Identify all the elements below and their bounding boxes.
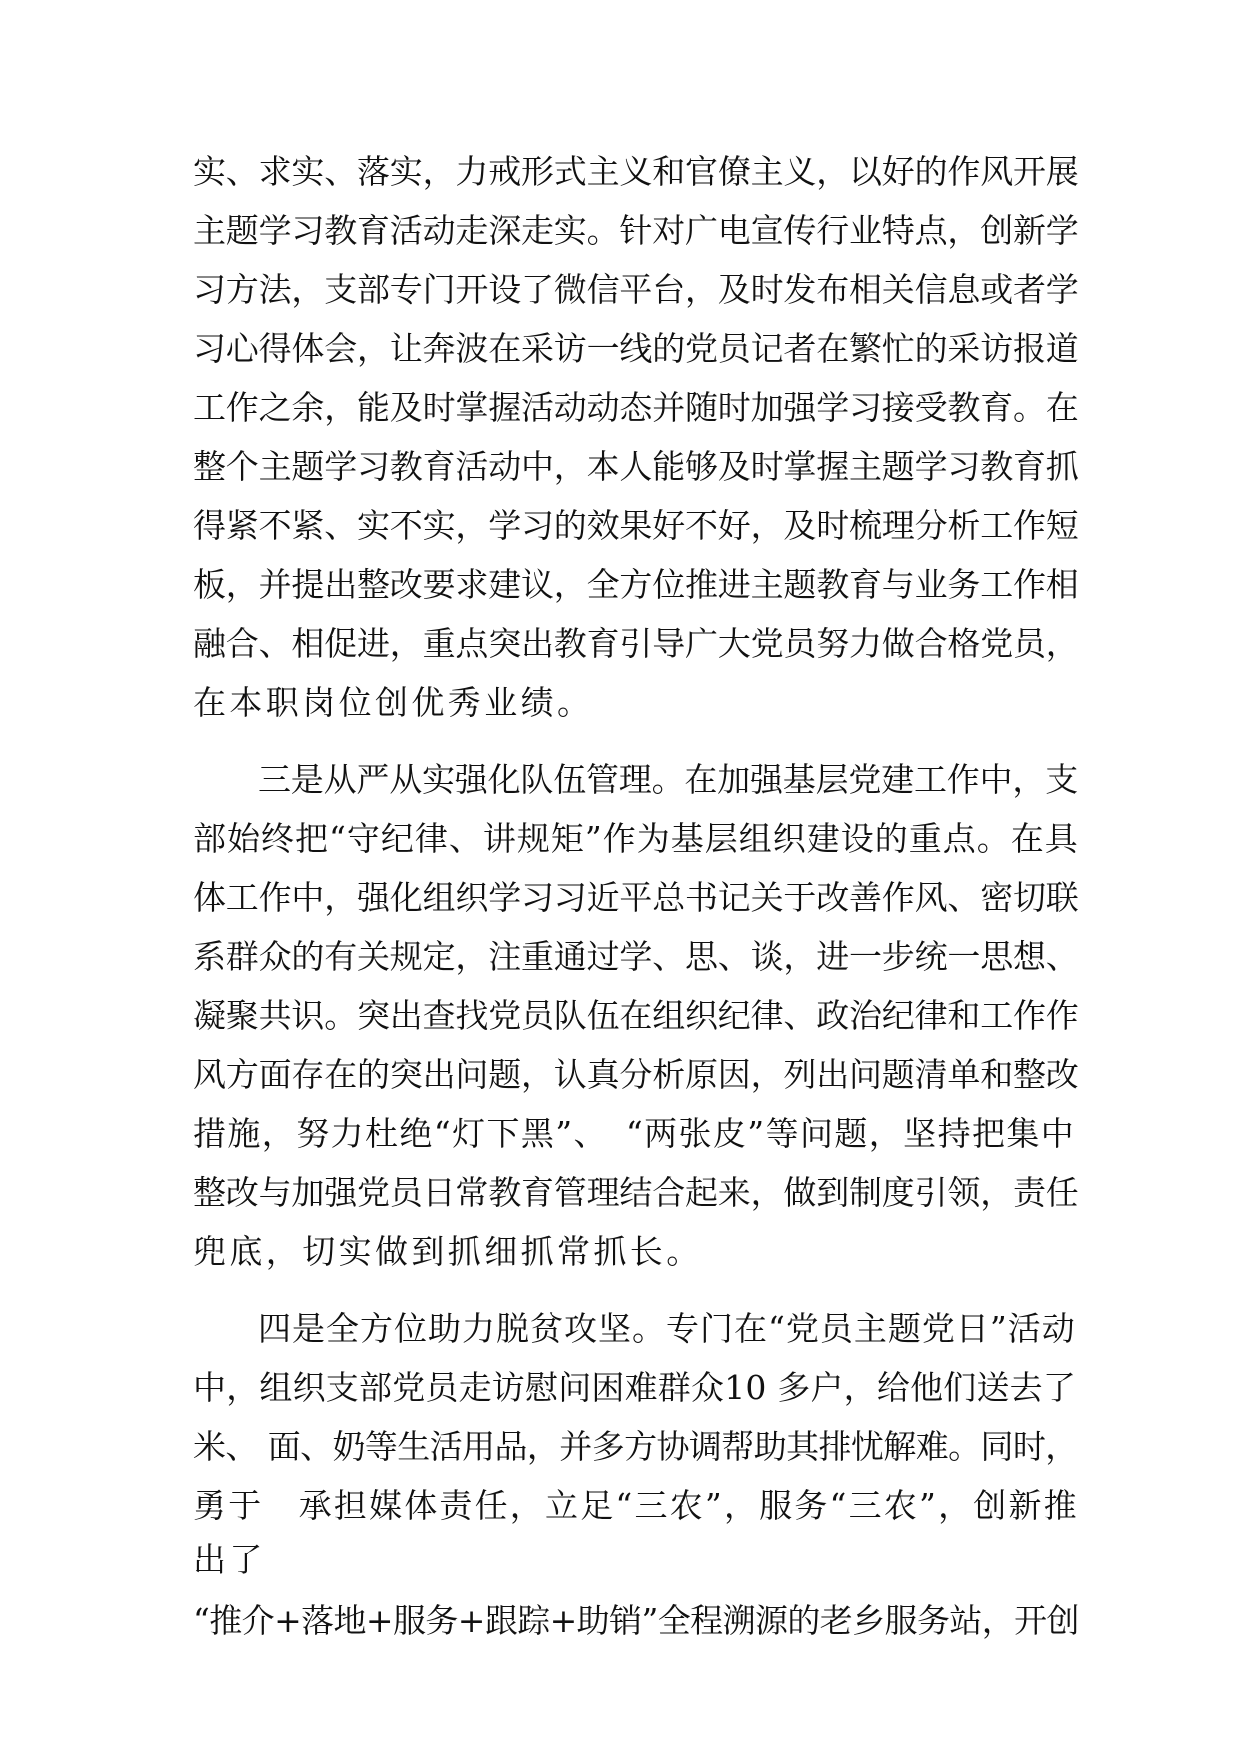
text-line: 整个主题学习教育活动中，本人能够及时掌握主题学习教育抓 — [193, 447, 1079, 486]
text-line: 工作之余，能及时掌握活动动态并随时加强学习接受教育。在 — [193, 388, 1079, 427]
text-line: “推介+落地+服务+跟踪+助销”全程溯源的老乡服务站，开创 — [193, 1601, 1079, 1640]
text-line: 部始终把“守纪律、讲规矩”作为基层组织建设的重点。在具 — [193, 819, 1079, 858]
text-line: 措施，努力杜绝“灯下黑”、 “两张皮”等问题，坚持把集中 — [193, 1114, 1076, 1153]
text-line: 凝聚共识。突出查找党员队伍在组织纪律、政治纪律和工作作 — [193, 996, 1079, 1035]
text-line: 习心得体会，让奔波在采访一线的党员记者在繁忙的采访报道 — [193, 329, 1079, 368]
text-line: 出了 — [193, 1540, 266, 1579]
text-line: 整改与加强党员日常教育管理结合起来，做到制度引领，责任 — [193, 1173, 1079, 1212]
text-line: 体工作中，强化组织学习习近平总书记关于改善作风、密切联 — [193, 878, 1079, 917]
text-line: 融合、相促进，重点突出教育引导广大党员努力做合格党员， — [193, 624, 1079, 663]
text-line: 四是全方位助力脱贫攻坚。专门在“党员主题党日”活动 — [258, 1309, 1076, 1348]
text-line: 在本职岗位创优秀业绩。 — [193, 683, 594, 722]
text-line: 习方法，支部专门开设了微信平台，及时发布相关信息或者学 — [193, 270, 1079, 309]
text-line: 实、求实、落实，力戒形式主义和官僚主义，以好的作风开展 — [193, 152, 1079, 191]
text-line: 得紧不紧、实不实，学习的效果好不好，及时梳理分析工作短 — [193, 506, 1079, 545]
text-line: 板，并提出整改要求建议，全方位推进主题教育与业务工作相 — [193, 565, 1079, 604]
text-line: 风方面存在的突出问题，认真分析原因，列出问题清单和整改 — [193, 1055, 1079, 1094]
text-line: 勇于 承担媒体责任，立足“三农”，服务“三农”，创新推 — [193, 1486, 1079, 1525]
text-line: 三是从严从实强化队伍管理。在加强基层党建工作中，支 — [258, 760, 1079, 799]
text-line: 兜底，切实做到抓细抓常抓长。 — [193, 1232, 703, 1271]
text-line: 系群众的有关规定，注重通过学、思、谈，进一步统一思想、 — [193, 937, 1079, 976]
text-line: 主题学习教育活动走深走实。针对广电宣传行业特点，创新学 — [193, 211, 1079, 250]
text-line: 中，组织支部党员走访慰问困难群众10 多户，给他们送去了 — [193, 1368, 1077, 1407]
text-line: 米、 面、奶等生活用品，并多方协调帮助其排忧解难。同时， — [193, 1427, 1078, 1466]
